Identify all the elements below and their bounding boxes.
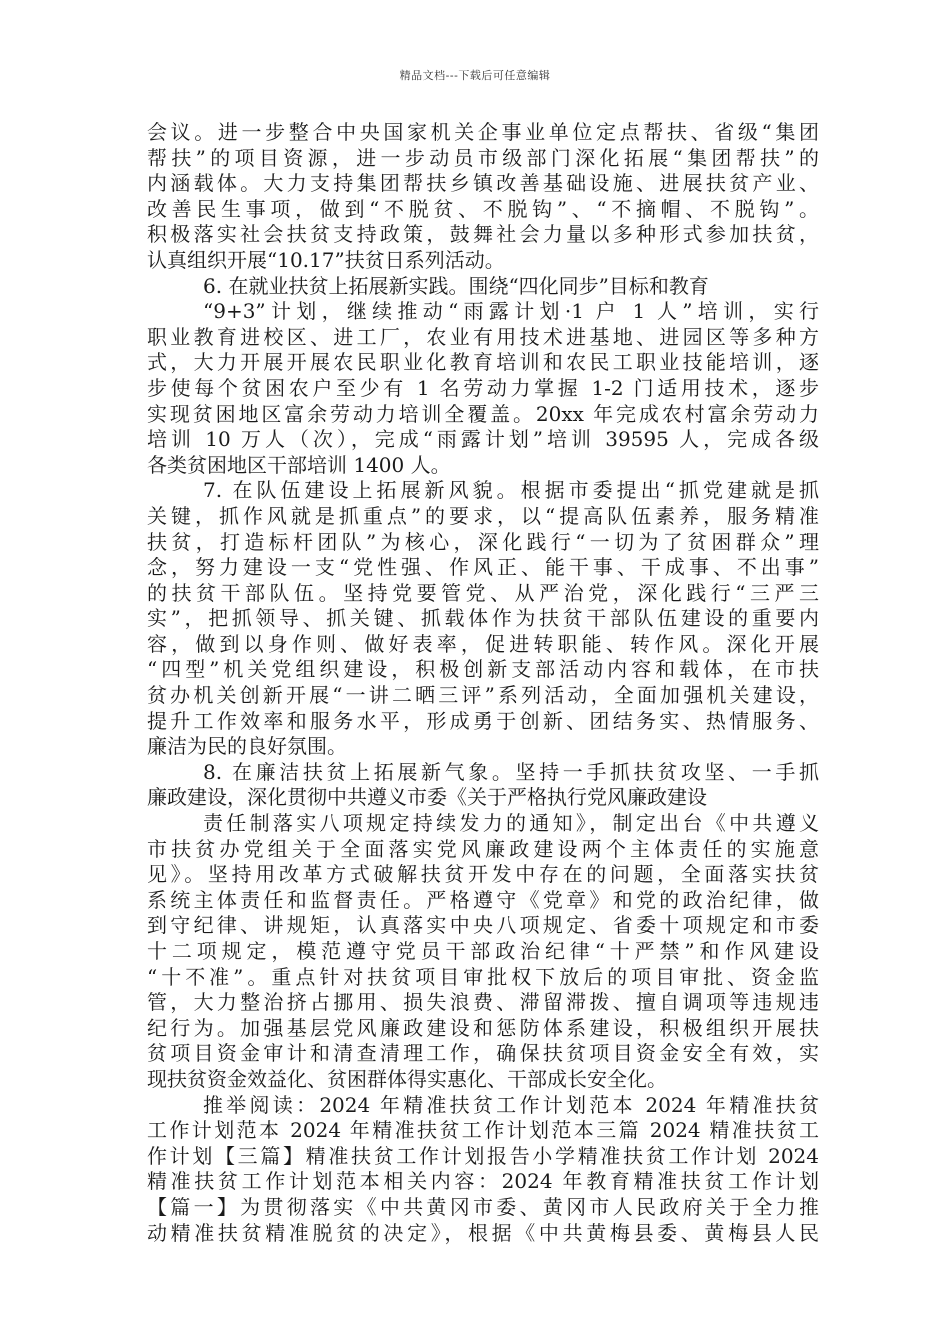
text-line: 管，大力整治挤占挪用、损失浪费、滞留滞拨、擅自调项等违规违	[147, 990, 819, 1015]
text-line: “四型”机关党组织建设，积极创新支部活动内容和载体，在市扶	[147, 657, 819, 682]
text-line: 纪行为。加强基层党风廉政建设和惩防体系建设，积极组织开展扶	[147, 1015, 819, 1040]
text-line: 工作计划范本 2024 年精准扶贫工作计划范本三篇 2024 精准扶贫工	[147, 1118, 819, 1143]
text-line: 精准扶贫工作计划范本相关内容：2024 年教育精准扶贫工作计划	[147, 1169, 819, 1194]
text-line: 推举阅读：2024 年精准扶贫工作计划范本 2024 年精准扶贫	[203, 1092, 819, 1117]
text-line: 实现贫困地区富余劳动力培训全覆盖。20xx 年完成农村富余劳动力	[147, 401, 819, 426]
text-line: 系统主体责任和监督责任。严格遵守《党章》和党的政治纪律，做	[147, 887, 819, 912]
text-line: 见》。坚持用改革方式破解扶贫开发中存在的问题，全面落实扶贫	[147, 862, 819, 887]
text-line: “十不准”。重点针对扶贫项目审批权下放后的项目审批、资金监	[147, 964, 819, 989]
text-line: 容，做到以身作则、做好表率，促进转职能、转作风。深化开展	[147, 631, 819, 656]
text-line: 改善民生事项，做到“不脱贫、不脱钩”、“不摘帽、不脱钩”。	[147, 196, 819, 221]
text-line: 十二项规定，模范遵守党员干部政治纪律“十严禁”和作风建设	[147, 939, 819, 963]
text-line: 念，努力建设一支“党性强、作风正、能干事、干成事、不出事”	[147, 555, 819, 580]
text-line: 关键，抓作风就是抓重点”的要求，以“提高队伍素养，服务精准	[147, 503, 819, 528]
text-line: 廉洁为民的良好氛围。	[147, 734, 347, 759]
text-line: 贫项目资金审计和清查清理工作，确保扶贫项目资金安全有效，实	[147, 1041, 819, 1066]
text-line: 内涵载体。大力支持集团帮扶乡镇改善基础设施、进展扶贫产业、	[147, 171, 819, 196]
text-line: 职业教育进校区、进工厂，农业有用技术进基地、进园区等多种方	[147, 324, 819, 349]
text-line: 现扶贫资金效益化、贫困群体得实惠化、干部成长安全化。	[147, 1066, 667, 1091]
text-line: 各类贫困地区干部培训 1400 人。	[147, 452, 451, 477]
text-line: 帮扶”的项目资源，进一步动员市级部门深化拓展“集团帮扶”的	[147, 145, 819, 170]
text-line: 到守纪律、讲规矩，认真落实中央八项规定、省委十项规定和市委	[147, 913, 819, 938]
text-line: 扶贫，打造标杆团队”为核心，深化践行“一切为了贫困群众”理	[147, 529, 819, 554]
text-line: 责任制落实八项规定持续发力的通知》，制定出台《中共遵义	[203, 811, 819, 836]
text-line: 认真组织开展“10.17”扶贫日系列活动。	[147, 247, 505, 272]
text-line: 动精准扶贫精准脱贫的决定》，根据《中共黄梅县委、黄梅县人民	[147, 1220, 819, 1245]
text-line: 市扶贫办党组关于全面落实党风廉政建设两个主体责任的实施意	[147, 836, 819, 861]
text-line: 6. 在就业扶贫上拓展新实践。围绕“四化同步”目标和教育	[203, 273, 709, 298]
text-line: 步使每个贫困农户至少有 1 名劳动力掌握 1-2 门适用技术，逐步	[147, 375, 819, 400]
text-line: 实”，把抓领导、抓关键、抓载体作为扶贫干部队伍建设的重要内	[147, 606, 819, 631]
document-body	[147, 120, 819, 1246]
text-line: 作计划【三篇】精准扶贫工作计划报告小学精准扶贫工作计划 2024	[147, 1143, 819, 1168]
text-line: “9+3”计划，继续推动“雨露计划·1 户 1 人”培训，实行	[203, 299, 819, 324]
text-line: 贫办机关创新开展“一讲二晒三评”系列活动，全面加强机关建设，	[147, 683, 819, 708]
text-line: 式，大力开展开展农民职业化教育培训和农民工职业技能培训，逐	[147, 350, 819, 375]
text-line: 培训 10 万人（次），完成“雨露计划”培训 39595 人，完成各级	[147, 427, 819, 452]
text-line: 7. 在队伍建设上拓展新风貌。根据市委提出“抓党建就是抓	[203, 478, 819, 503]
text-line: 积极落实社会扶贫支持政策，鼓舞社会力量以多种形式参加扶贫，	[147, 222, 819, 247]
text-line: 【篇一】为贯彻落实《中共黄冈市委、黄冈市人民政府关于全力推	[147, 1194, 819, 1219]
text-line: 会议。进一步整合中央国家机关企事业单位定点帮扶、省级“集团	[147, 120, 819, 144]
page-header: 精品文档---下载后可任意编辑	[399, 69, 551, 82]
text-line: 提升工作效率和服务水平，形成勇于创新、团结务实、热情服务、	[147, 708, 819, 733]
text-line: 8. 在廉洁扶贫上拓展新气象。坚持一手抓扶贫攻坚、一手抓	[203, 759, 819, 784]
text-line: 的扶贫干部队伍。坚持党要管党、从严治党，深化践行“三严三	[147, 580, 819, 605]
text-line: 廉政建设，深化贯彻中共遵义市委《关于严格执行党风廉政建设	[147, 785, 707, 810]
